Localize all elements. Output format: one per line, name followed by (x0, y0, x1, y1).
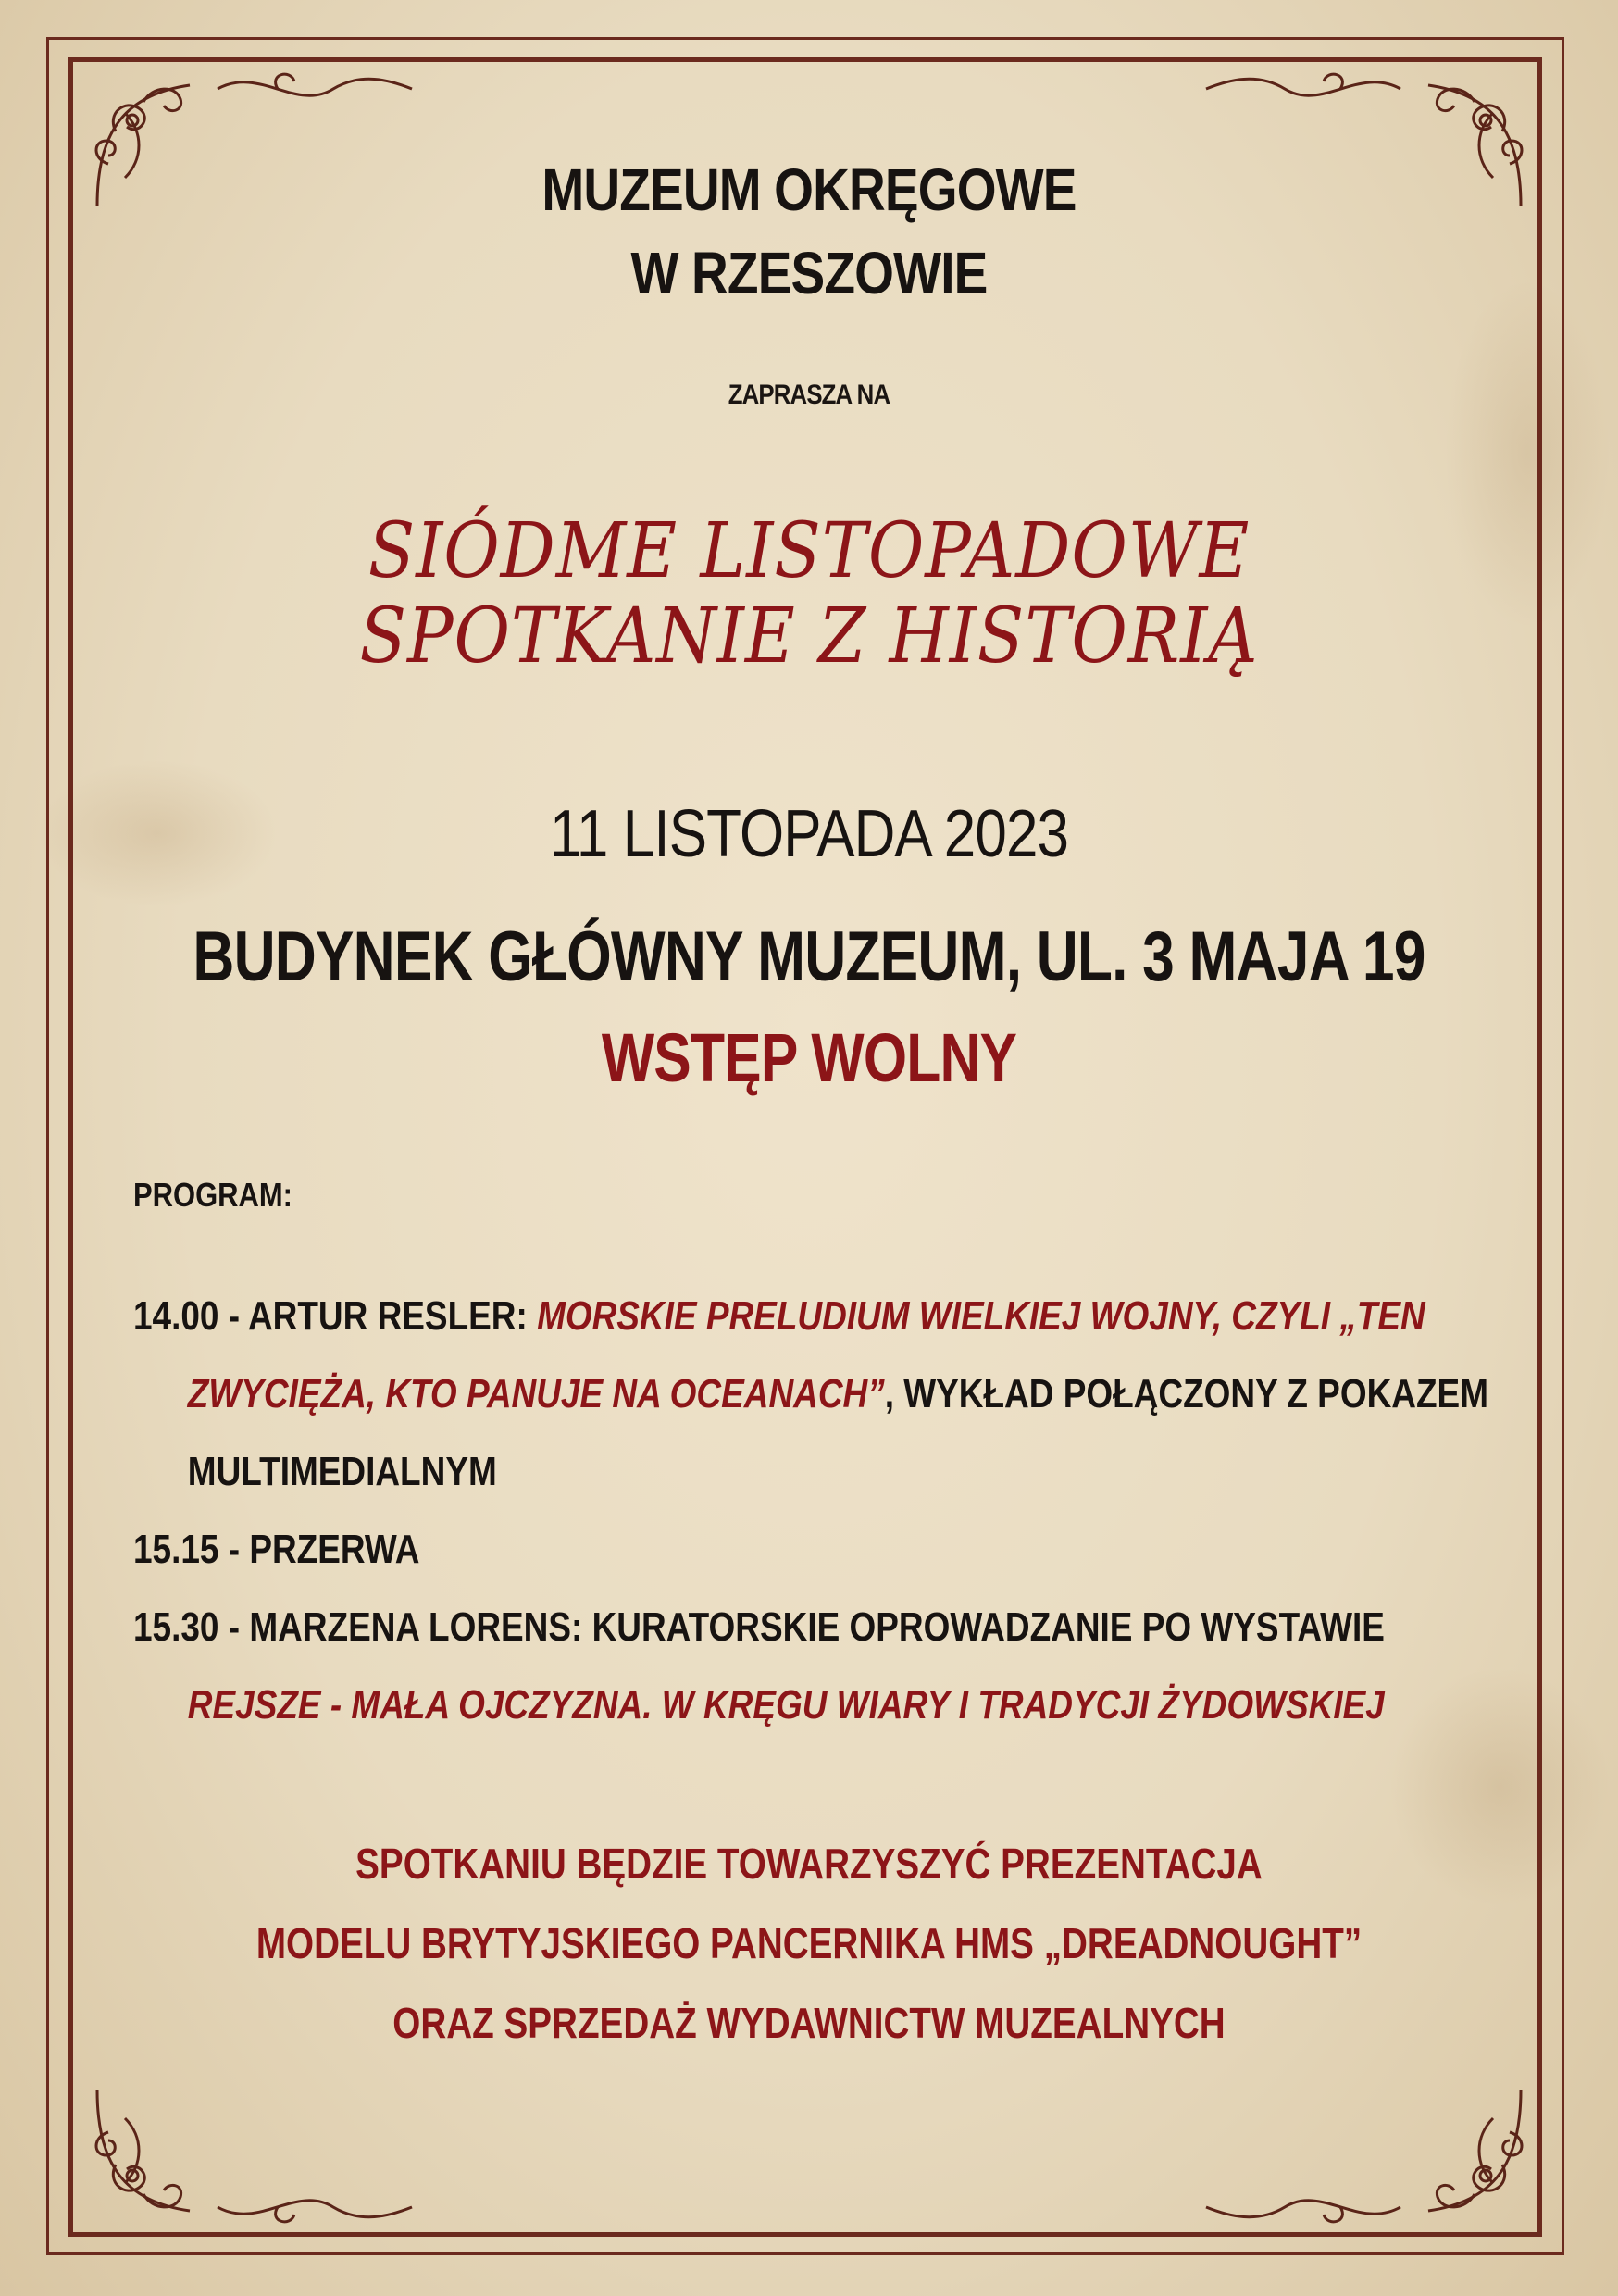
event-title-line1: SIÓDME LISTOPADOWE (367, 507, 1251, 595)
event-title (81, 509, 1537, 680)
program-entry-time-speaker: 14.00 - ARTUR RESLER: (133, 1293, 538, 1339)
admission-note: WSTĘP WOLNY (601, 1019, 1017, 1096)
event-place: BUDYNEK GŁÓWNY MUZEUM, UL. 3 MAJA 19 (193, 917, 1425, 996)
program-entry-time-speaker: 15.30 - MARZENA LORENS: KURATORSKIE OPROWADZANIE PO WYSTAWIE (133, 1604, 1385, 1650)
lecture-description-continued: MULTIMEDIALNYM (187, 1449, 497, 1494)
flourish-icon (213, 61, 417, 117)
museum-name-line2: W RZESZOWIE (630, 240, 988, 306)
program-entry-continuation (133, 1355, 1501, 1433)
program-entry: 15.15 - PRZERWA (133, 1527, 420, 1572)
footer-line1: SPOTKANIU BĘDZIE TOWARZYSZYĆ PREZENTACJA (355, 1840, 1263, 1888)
footer-line3: ORAZ SPRZEDAŻ WYDAWNICTW MUZEALNYCH (392, 1999, 1226, 2047)
lecture-title: MORSKIE PRELUDIUM WIELKIEJ WOJNY, CZYLI „TEN (537, 1293, 1425, 1339)
event-title-line2: SPOTKANIE Z HISTORIĄ (359, 593, 1259, 680)
footer-note (0, 1824, 1618, 2063)
program-entry (133, 1589, 1501, 1744)
museum-name (113, 148, 1504, 315)
event-date: 11 LISTOPADA 2023 (549, 797, 1069, 871)
invite-text: ZAPRASZA NA (728, 380, 890, 410)
flourish-icon (213, 2179, 417, 2235)
program-label: PROGRAM: (133, 1176, 292, 1214)
program-entry (133, 1278, 1501, 1511)
lecture-description: , WYKŁAD POŁĄCZONY Z POKAZEM (884, 1371, 1488, 1416)
lecture-title-continued: ZWYCIĘŻA, KTO PANUJE NA OCEANACH” (187, 1371, 885, 1416)
exhibition-title: REJSZE - MAŁA OJCZYZNA. W KRĘGU WIARY I TRADYCJI ŻYDOWSKIEJ (187, 1682, 1385, 1728)
museum-name-line1: MUZEUM OKRĘGOWE (541, 156, 1077, 223)
flourish-icon (1201, 2179, 1405, 2235)
corner-ornament-icon (1391, 2081, 1530, 2220)
footer-line2: MODELU BRYTYJSKIEGO PANCERNIKA HMS „DREADNOUGHT” (255, 1919, 1363, 1967)
flourish-icon (1201, 61, 1405, 117)
program-section (133, 1176, 1503, 1744)
corner-ornament-icon (88, 2081, 227, 2220)
